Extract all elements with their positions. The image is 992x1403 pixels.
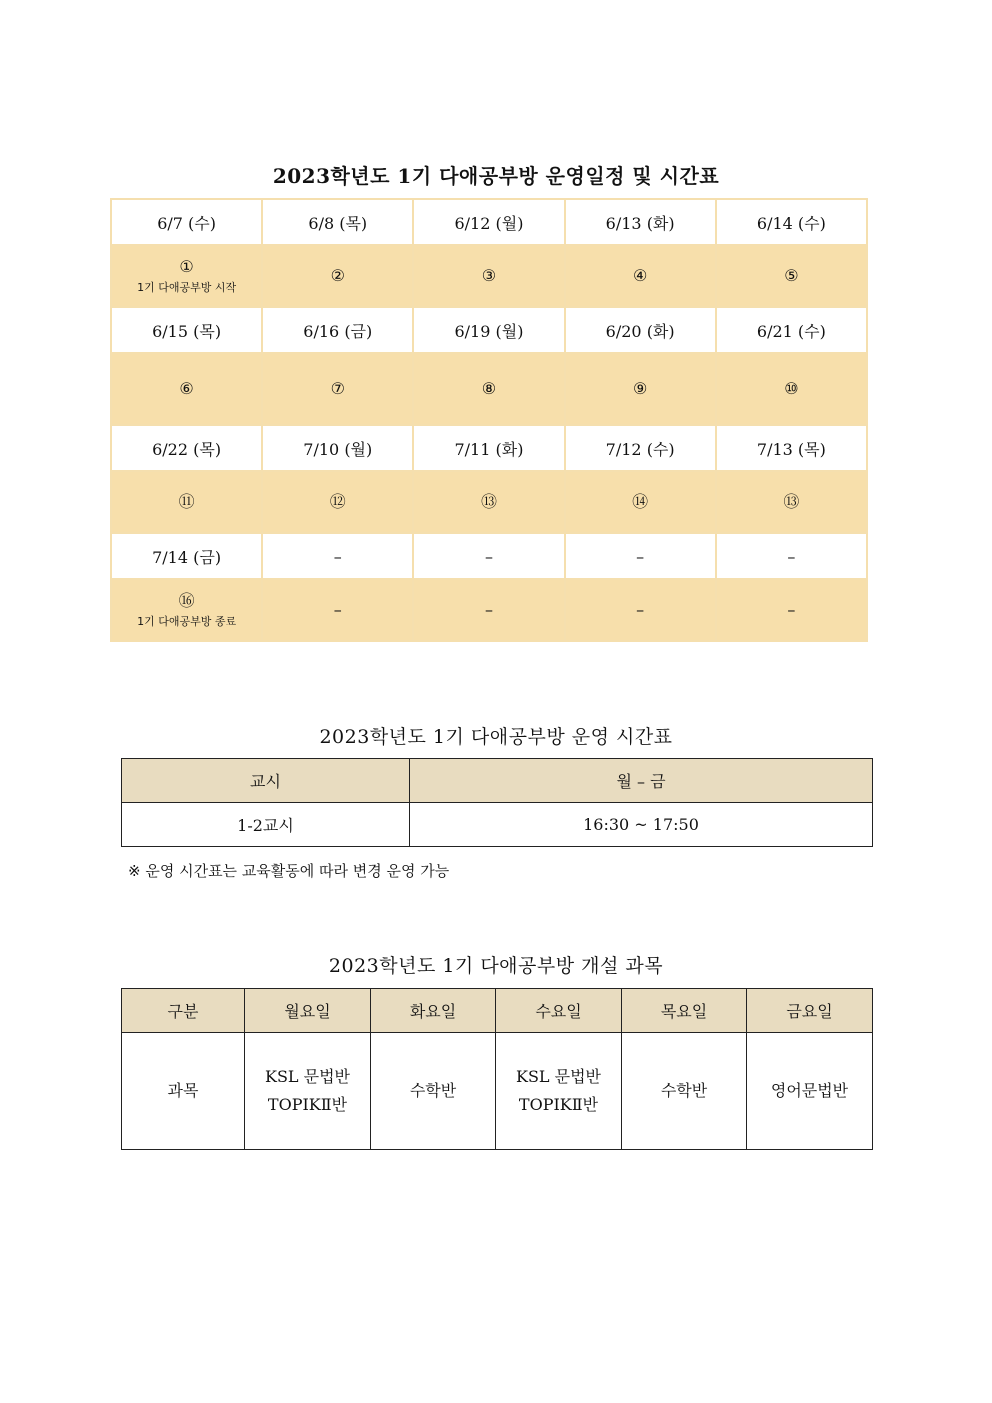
schedule-date-cell: 6/14 (수) [716,199,867,245]
session-number: ⑦ [330,379,345,398]
schedule-session-cell [111,471,262,533]
schedule-session-cell [262,579,413,641]
schedule-date-cell: – [262,533,413,579]
schedule-session-cell [565,245,716,307]
session-number: ① [179,256,194,276]
subjects-title: 2023학년도 1기 다애공부방 개설 과목 [328,955,664,977]
session-number: ③ [481,266,497,285]
schedule-session-cell [413,579,564,641]
period-cell: 1-2교시 [122,803,410,847]
schedule-date-cell: 7/13 (목) [716,425,867,471]
session-number: ④ [632,266,648,285]
session-note: 1기 다애공부방 시작 [137,280,237,294]
subject-name: TOPIKⅡ반 [518,1095,599,1114]
schedule-date-cell: 6/21 (수) [716,307,867,353]
schedule-session-cell [716,471,867,533]
days-header: 월 – 금 [410,759,873,803]
subject-header-tue: 화요일 [371,989,496,1033]
schedule-session-cell [413,471,564,533]
schedule-date-cell: 6/19 (월) [413,307,564,353]
session-number: ⑫ [329,492,346,511]
session-note: 1기 다애공부방 종료 [137,614,237,628]
session-number: ⑥ [179,379,194,398]
schedule-session-cell [262,471,413,533]
session-number: – [484,600,493,619]
schedule-session-row [111,245,867,307]
subject-cell [245,1033,371,1150]
subject-header-wed: 수요일 [496,989,622,1033]
session-number: ⑪ [178,492,195,511]
subject-header-category: 구분 [122,989,245,1033]
session-number: ⑬ [783,492,800,511]
session-number: ⑭ [632,492,649,511]
schedule-session-cell [716,245,867,307]
schedule-session-cell [413,353,564,425]
subject-name: 수학반 [660,1081,708,1100]
timetable-table [121,758,873,847]
schedule-date-cell: 6/8 (목) [262,199,413,245]
schedule-session-cell [413,245,564,307]
schedule-date-cell: 7/14 (금) [111,533,262,579]
session-number: ⑬ [480,492,497,511]
schedule-date-cell: – [716,533,867,579]
subject-cell [496,1033,622,1150]
schedule-date-cell: 6/15 (목) [111,307,262,353]
schedule-date-row [111,533,867,579]
subject-name: 수학반 [409,1081,457,1100]
schedule-date-cell: 6/20 (화) [565,307,716,353]
subject-name: TOPIKⅡ반 [267,1095,348,1114]
session-number: – [333,600,342,619]
subject-header-fri: 금요일 [747,989,873,1033]
schedule-session-cell [262,353,413,425]
subject-cell [747,1033,873,1150]
session-number: ⑩ [784,379,799,398]
schedule-session-row [111,579,867,641]
subject-name: KSL 문법반 [516,1067,601,1086]
schedule-session-cell [111,245,262,307]
subject-cell [371,1033,496,1150]
schedule-date-cell: 6/16 (금) [262,307,413,353]
schedule-date-cell: 7/11 (화) [413,425,564,471]
schedule-date-cell: 6/22 (목) [111,425,262,471]
session-number: – [787,600,796,619]
schedule-date-cell: – [413,533,564,579]
session-number: – [636,600,645,619]
schedule-table [110,198,868,642]
subject-header-thu: 목요일 [622,989,747,1033]
schedule-date-cell: 6/12 (월) [413,199,564,245]
schedule-title: 2023학년도 1기 다애공부방 운영일정 및 시간표 [272,164,720,188]
period-header: 교시 [122,759,410,803]
subjects-table [121,988,873,1150]
schedule-session-cell [565,353,716,425]
schedule-date-row [111,307,867,353]
schedule-date-cell: – [565,533,716,579]
subject-cell [622,1033,747,1150]
schedule-session-cell [111,579,262,641]
schedule-session-cell [716,579,867,641]
time-cell: 16:30 ~ 17:50 [410,803,873,847]
session-number: ⑯ [178,590,195,610]
subject-row-label: 과목 [122,1033,245,1150]
subject-name: 영어문법반 [770,1081,849,1100]
schedule-session-row [111,471,867,533]
session-number: ② [330,266,345,285]
schedule-date-cell: 7/10 (월) [262,425,413,471]
schedule-session-cell [111,353,262,425]
timetable-footnote: ※ 운영 시간표는 교육활동에 따라 변경 운영 가능 [128,862,450,880]
schedule-date-row [111,425,867,471]
subject-name: KSL 문법반 [265,1067,350,1086]
schedule-session-cell [262,245,413,307]
session-number: ⑨ [632,379,648,398]
schedule-date-row [111,199,867,245]
subject-header-mon: 월요일 [245,989,371,1033]
schedule-date-cell: 6/7 (수) [111,199,262,245]
schedule-session-cell [565,471,716,533]
schedule-date-cell: 6/13 (화) [565,199,716,245]
schedule-session-cell [565,579,716,641]
session-number: ⑤ [784,266,799,285]
timetable-title: 2023학년도 1기 다애공부방 운영 시간표 [319,726,673,748]
schedule-session-cell [716,353,867,425]
schedule-session-row [111,353,867,425]
session-number: ⑧ [481,379,497,398]
schedule-date-cell: 7/12 (수) [565,425,716,471]
